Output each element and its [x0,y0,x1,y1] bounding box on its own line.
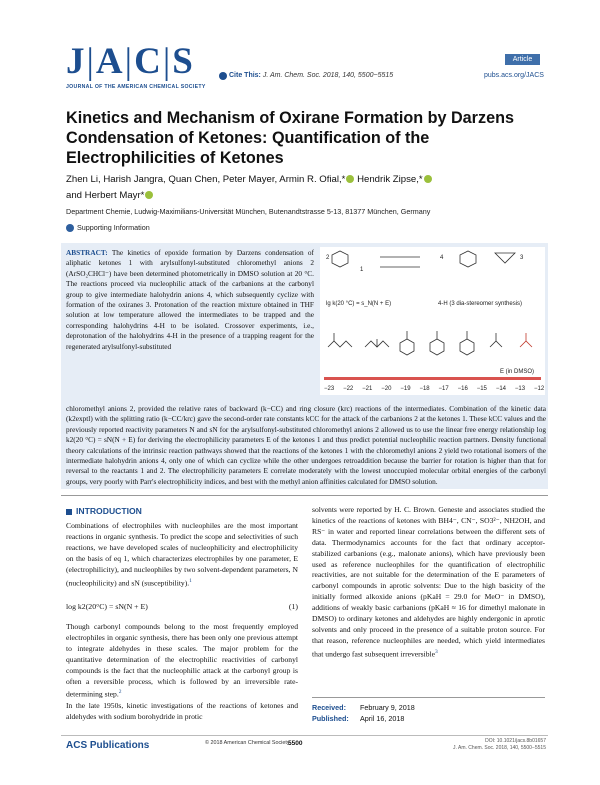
page-number: 5500 [288,740,303,747]
intro-p1-text: Combinations of electrophiles with nucleophiles are the most important reactions in organic synthesis. To predict the scope and selectivities of such reactions, we have developed scales of nucleophilicity and electrophilicity on the basis of eq 1, which characterizes electrophiles by one parameter, E (electrophilicity), and nucleophiles by two solvent-dependent parameters, N (nucleophilicity) and sN (susceptibility). [66,521,298,588]
toc-molecule [520,333,532,347]
toc-tick-label: −17 [438,386,449,392]
intro-paragraph-2 [66,622,298,723]
journal-subtitle: JOURNAL OF THE AMERICAN CHEMICAL SOCIETY [66,84,206,90]
received-label: Received: [312,703,346,712]
toc-molecule [460,331,474,355]
toc-tick-label: −13 [514,386,526,392]
cite-line[interactable] [229,72,393,79]
copyright: © 2018 American Chemical Society [205,740,290,746]
toc-tick-label: −15 [476,386,487,392]
toc-tick-label: −20 [381,386,392,392]
toc-label-1: 1 [360,267,364,273]
abstract-body1: The kinetics of epoxide formation by Darzens condensation of aliphatic ketones 1 with arylsulfonyl-substituted chloromethyl anions 2 (ArSO₂CHCl⁻) have been determined photometrically in DMSO solution at 20 °C. The reactions proceed via nucleophilic attack of the carbanions at the carbonyl group to give intermediate halohydrin anions 4, which subsequently cyclize with formation of the oxiranes 3. Protonation of the reaction mixture obtained in THF solution at low temperature allowed the intermediates to be trapped and the corresponding halohydrins 4-H to be isolated. Crossover experiments, i.e., deprotonation of the halohydrins 4-H in the presence of a trapping reagent for the regenerated arylsulfonyl-substituted [66,248,314,351]
doi[interactable]: DOI: 10.1021/jacs.8b01657 [485,738,546,744]
section-bullet-icon [66,509,72,515]
toc-tick-label: −21 [362,386,373,392]
equation-1 [66,602,298,611]
journal-logo: J|A|C|S [66,41,194,82]
toc-tick-labels [324,386,545,392]
publisher-logo[interactable]: ACS Publications [66,740,150,751]
toc-tick-label: −16 [457,386,468,392]
reference-link[interactable]: 1 [189,577,192,584]
toc-scale-label: E (in DMSO) [500,369,535,375]
footer-divider [61,735,548,736]
intro-right-text: solvents were reported by H. C. Brown. Geneste and associates studied the kinetics of the reactions of ketones with BH4⁻, CN⁻, SO3²⁻, NH2OH, and RS⁻ in water and reported linear correlations between the different sets of data. Thermodynamics accounts for the fact that ordinary acceptor-stabilized carbanions (e.g., malonate anions), which have previously been used as reference nucleophiles for the quantification of electrophilic reactivities, are not suitable for the determination of the E parameters of carbonyl compounds in aprotic solvents: Due to the high basicity of the initially formed alkoxide anions (pKaH = 29.0 for MeO⁻ in DMSO), additions of weakly basic carbanions (pKaH ≈ 16 for dimethyl malonate in DMSO) to ordinary ketones and aldehydes are highly endergonic in aprotic solvents and only proceed in the presence of a suitable proton source. For that reason, reference nucleophiles are needed, which yield intermediates that undergo fast subsequent irreversible [312,505,545,659]
toc-subtitle: 4-H (3 dia-stereomer synthesis) [438,301,523,307]
toc-label-3: 3 [520,255,524,261]
toc-tick-label: −18 [419,386,430,392]
toc-molecule [490,333,502,347]
article-type-badge: Article [505,54,540,65]
authors-line1b: Hendrik Zipse,* [354,174,423,185]
toc-tick-label: −14 [495,386,507,392]
supporting-info-label: Supporting Information [77,223,150,232]
intro-heading-label: INTRODUCTION [76,506,142,516]
toc-molecule [400,331,414,355]
publication-dates [312,702,545,724]
toc-molecule [365,339,389,347]
intro-p3-text: In the late 1950s, kinetic investigations of the reactions of ketones and aldehydes with sodium borohydride in protic [66,700,298,721]
toc-epoxide [495,253,515,263]
toc-graphic-svg [320,247,545,395]
received-date: February 9, 2018 [360,703,415,712]
article-title: Kinetics and Mechanism of Oxirane Formation by Darzens Condensation of Ketones: Quantification of the Electrophilicities of Ketones [66,109,514,167]
intro-right-column [312,505,545,660]
toc-tick-label: −12 [534,386,545,392]
intro-p2-text: Though carbonyl compounds belong to the most frequently employed electrophiles in organic synthesis, there has been only one previous attempt to integrate aldehydes in these scales. The major problem for the quantitative determination of the electrophilic reactivities of carbonyl compounds is the fact that the nucleophilic attack at the carbonyl group is often a reversible process, which is followed by an irreversible rate-determining step. [66,622,298,699]
toc-equation: lg k(20 °C) = s_N(N + E) [326,301,392,307]
toc-arrows [380,257,420,267]
reference-link[interactable]: 2 [118,689,122,696]
toc-tick-label: −19 [400,386,411,392]
supporting-info-link[interactable] [66,223,150,232]
toc-molecule [328,333,352,347]
intro-paragraph-1 [66,521,298,589]
divider [61,495,548,496]
cite-icon[interactable] [219,72,227,80]
journal-url-link[interactable]: pubs.acs.org/JACS [484,72,544,79]
toc-label-2: 2 [326,255,330,261]
toc-ring-2 [460,251,476,267]
published-date: April 16, 2018 [360,714,405,723]
toc-graphic [320,247,545,395]
author-list [66,172,546,204]
equation-text: log k2(20°C) = sN(N + E) [66,602,148,611]
intro-heading [66,506,142,516]
toc-tick-label: −22 [343,386,354,392]
toc-tick-label: −23 [324,386,335,392]
published-label: Published: [312,714,349,723]
footer-citation: J. Am. Chem. Soc. 2018, 140, 5500−5515 [453,745,546,751]
supporting-info-icon [66,224,74,232]
abstract-heading: ABSTRACT: [66,248,108,257]
toc-molecule [430,331,444,355]
toc-ring-1 [332,251,348,267]
doi-block [436,738,546,752]
dates-divider [312,697,545,698]
orcid-icon[interactable] [424,175,432,183]
abstract-part2: chloromethyl anions 2, provided the relative rates of backward (k−CC) and ring closure (krc) reactions of the intermediates. Combination of the kinetic data (k2exptl) with the splitting ratio (k−CC/krc) gave the second-order rate constants kCC for the attack of the carbanions 2 at the ketones 1. These kCC values and the previously reported reactivity parameters N and sN for the arylsulfonyl-substituted chloromethyl anions 2 allowed us to use the linear free energy relationship log k2(20 °C) = sN(N + E) for deriving the electrophilicity parameters E of the ketones 1 and thus predict potential nucleophilic reaction partners. Density functional theory calculations of the intrinsic reaction pathways showed that the reactions of the ketones 1 with the chloromethyl anions 2 yield two rotational isomers of the intermediate halohydrin anions 4, only one of which can cyclize while the other undergoes retroaddition because the barrier for rotation is higher than that for reversal to the reactants 1 and 2. The electrophilicity parameters E correlate moderately with the lowest unoccupied molecular orbital energies of the carbonyl groups, very poorly with Parr's electrophilicity indices, and best with the methyl anion affinities calculated for DMSO solution. [66,404,546,486]
authors-line1: Zhen Li, Harish Jangra, Quan Chen, Peter Mayer, Armin R. Ofial,* [66,174,346,185]
authors-line2: and Herbert Mayr* [66,190,145,201]
abstract-part1 [66,248,314,352]
equation-number: (1) [288,602,298,611]
orcid-icon[interactable] [145,191,153,199]
affiliation: Department Chemie, Ludwig-Maximilians-Universität München, Butenandtstrasse 5-13, 81377 München, Germany [66,207,431,216]
toc-label-4: 4 [440,255,444,261]
toc-scale-bar [324,377,541,380]
reference-link[interactable]: 3 [435,648,438,655]
cite-reference: J. Am. Chem. Soc. 2018, 140, 5500−5515 [262,72,394,79]
cite-label: Cite This: [229,72,261,79]
